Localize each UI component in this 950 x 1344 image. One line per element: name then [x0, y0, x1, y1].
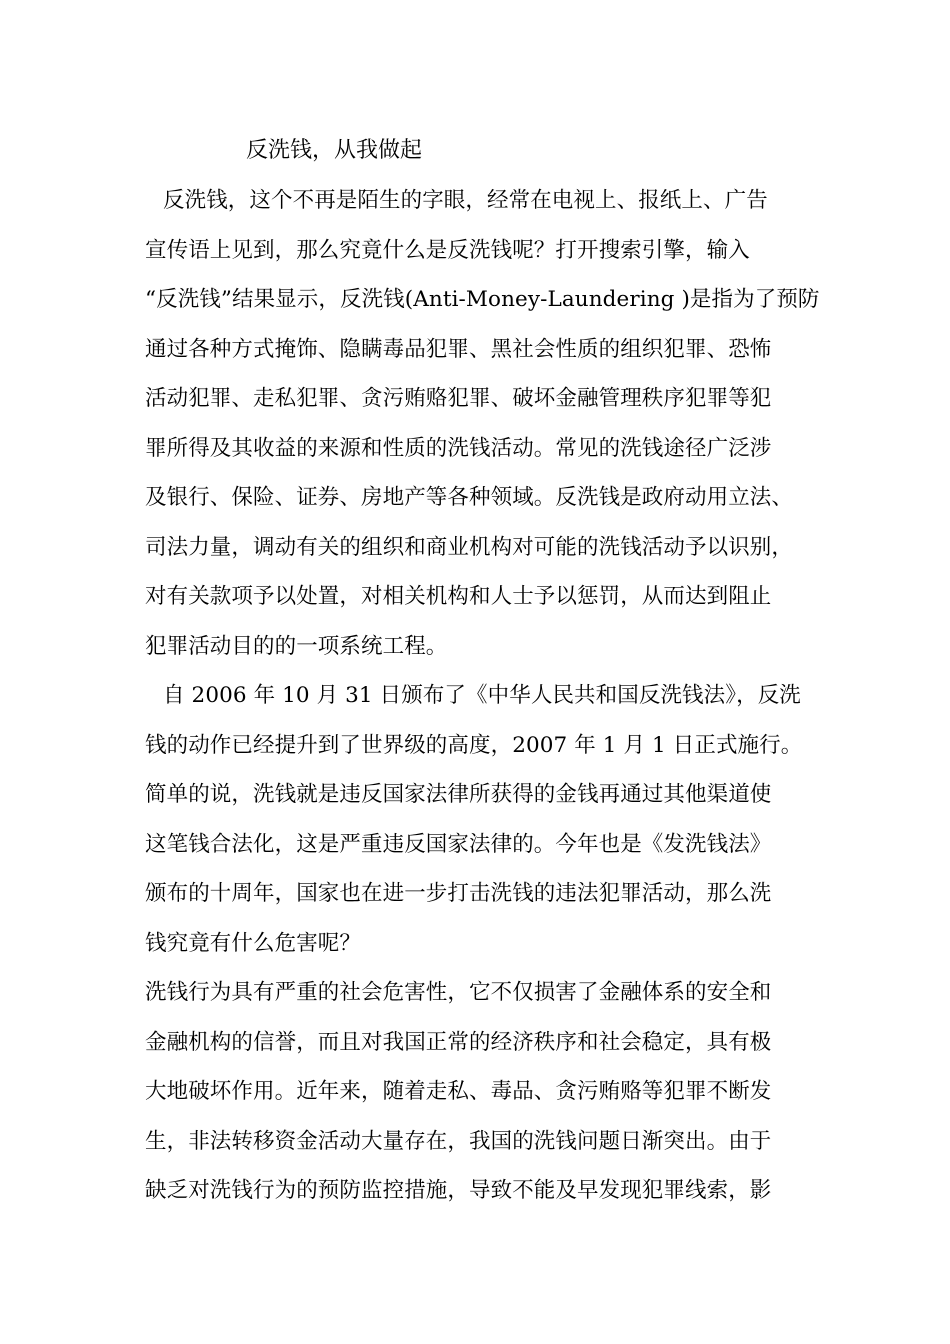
- paragraph-line: 犯罪活动目的的一项系统工程。: [145, 633, 448, 659]
- paragraph-line: 生，非法转移资金活动大量存在，我国的洗钱问题日渐突出。由于: [145, 1128, 772, 1154]
- paragraph-line: 洗钱行为具有严重的社会危害性，它不仅损害了金融体系的安全和: [145, 980, 772, 1005]
- paragraph-line: 缺乏对洗钱行为的预防监控措施，导致不能及早发现犯罪线索，影: [145, 1178, 772, 1203]
- paragraph-line: 及银行、保险、证券、房地产等各种领域。反洗钱是政府动用立法、: [145, 485, 794, 510]
- paragraph-line: 自 2006 年 10 月 31 日颁布了《中华人民共和国反洗钱法》，反洗: [163, 683, 801, 708]
- paragraph-line: 活动犯罪、走私犯罪、贪污贿赂犯罪、破坏金融管理秩序犯罪等犯: [145, 386, 772, 411]
- paragraph-line: 大地破坏作用。近年来，随着走私、毒品、贪污贿赂等犯罪不断发: [145, 1079, 772, 1104]
- paragraph-line: 通过各种方式掩饰、隐瞒毒品犯罪、黑社会性质的组织犯罪、恐怖: [145, 336, 772, 362]
- paragraph-line: 钱究竟有什么危害呢？: [145, 930, 362, 956]
- paragraph-line: 罪所得及其收益的来源和性质的洗钱活动。常见的洗钱途径广泛涉: [145, 435, 772, 461]
- paragraph-line: 这笔钱合法化，这是严重违反国家法律的。今年也是《发洗钱法》: [145, 831, 772, 857]
- paragraph-line: 对有关款项予以处置，对相关机构和人士予以惩罚，从而达到阻止: [145, 584, 772, 609]
- paragraph-line: 司法力量，调动有关的组织和商业机构对可能的洗钱活动予以识别，: [145, 534, 794, 560]
- paragraph-line: 金融机构的信誉，而且对我国正常的经济秩序和社会稳定，具有极: [145, 1029, 772, 1055]
- paragraph-line: “反洗钱”结果显示，反洗钱(Anti-Money-Laundering )是指为了预防: [145, 287, 820, 312]
- document-title: 反洗钱，从我做起: [246, 138, 423, 163]
- paragraph-line: 钱的动作已经提升到了世界级的高度，2007 年 1 月 1 日正式施行。: [145, 732, 803, 758]
- document-body: [145, 184, 825, 1224]
- paragraph-line: 颁布的十周年，国家也在进一步打击洗钱的违法犯罪活动，那么洗: [145, 881, 772, 906]
- paragraph-line: 简单的说，洗钱就是违反国家法律所获得的金钱再通过其他渠道使: [145, 782, 772, 807]
- paragraph-line: 宣传语上见到，那么究竟什么是反洗钱呢？打开搜索引擎，输入: [145, 237, 750, 263]
- paragraph-line: 反洗钱，这个不再是陌生的字眼，经常在电视上、报纸上、广告: [163, 188, 768, 213]
